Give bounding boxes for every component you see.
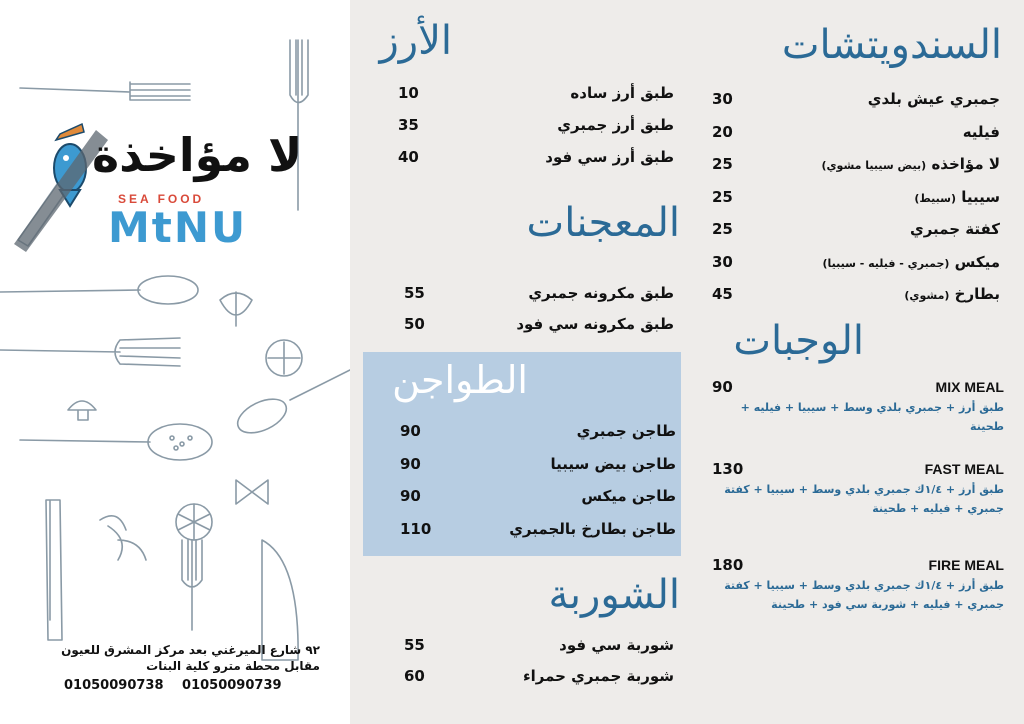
meal-name: FIRE MEAL [928, 557, 1004, 573]
item-price: 55 [404, 636, 425, 654]
item-name [509, 520, 676, 538]
item-price: 30 [712, 90, 733, 108]
address-line-2: مقابل محطة مترو كلية البنات [146, 659, 320, 673]
sandwiches-item [712, 249, 1000, 275]
item-name [557, 116, 674, 134]
item-name [910, 220, 1000, 238]
tagines-item [400, 451, 676, 477]
item-price: 90 [400, 487, 421, 505]
rice-item [398, 144, 674, 170]
tagines-item [400, 516, 676, 542]
menu-title: MtNU [108, 203, 248, 252]
item-name [577, 422, 676, 440]
item-name-text: طبق مكرونه جمبري [528, 284, 674, 302]
address-line-1: ٩٢ شارع الميرغني بعد مركز المشرق للعيون [61, 643, 320, 657]
meal-description: طبق أرز + جمبري بلدي وسط + سيبيا + فيليه + طحينة [740, 401, 1004, 433]
item-price: 40 [398, 148, 419, 166]
phone-2[interactable]: 01050090739 [182, 678, 282, 693]
item-name-text: طاجن ميكس [581, 487, 676, 505]
item-note: (جمبري - فيليه - سيبيا) [822, 256, 950, 270]
meal-price: 90 [712, 378, 733, 396]
meal-item [712, 556, 1004, 614]
item-price: 55 [404, 284, 425, 302]
item-note: (بيض سيبيا مشوي) [821, 159, 927, 172]
pasta-heading: المعجنات [526, 200, 680, 246]
item-price: 90 [400, 422, 421, 440]
item-name-text: طاجن بيض سيبيا [550, 454, 676, 473]
item-note: (مشوي) [904, 289, 950, 302]
item-price: 25 [712, 187, 733, 206]
sandwiches-item [712, 281, 1000, 307]
item-name [581, 487, 676, 505]
item-name-text: بطارخ [954, 285, 1000, 303]
item-name [516, 315, 674, 333]
rice-item [398, 80, 674, 106]
pasta-item [404, 280, 674, 306]
item-name [523, 667, 674, 685]
phone-1[interactable]: 01050090738 [64, 678, 164, 693]
sandwiches-item [712, 119, 1000, 145]
cutlery-sketch-illustration [0, 0, 350, 724]
soup-heading: الشوربة [548, 572, 680, 618]
item-price: 50 [404, 315, 425, 333]
meal-price: 180 [712, 556, 744, 574]
logo-arabic-name: لا مؤاخذة [92, 128, 303, 182]
item-price: 110 [400, 519, 432, 538]
item-name [821, 155, 1000, 173]
sandwiches-item [712, 216, 1000, 242]
item-price: 20 [712, 122, 733, 141]
item-name [570, 84, 674, 102]
item-name-text: طاجن بطارخ بالجمبري [509, 519, 676, 538]
item-name-text: طبق أرز ساده [570, 84, 674, 102]
item-price: 35 [398, 116, 419, 134]
sandwiches-item [712, 184, 1000, 210]
item-name [545, 148, 674, 166]
item-price: 25 [712, 155, 733, 173]
item-note: (سبيط) [914, 191, 956, 205]
phone-numbers [64, 678, 282, 693]
item-name-text: فيليه [962, 122, 1000, 141]
rice-item [398, 112, 674, 138]
item-name-text: طاجن جمبري [576, 422, 676, 440]
logo-tagline: SEA FOOD [118, 192, 205, 206]
item-name-text: طبق أرز جمبري [557, 116, 674, 134]
address-block [20, 642, 320, 674]
meal-name: FAST MEAL [924, 461, 1004, 477]
item-name [551, 455, 677, 473]
item-price: 90 [400, 454, 421, 473]
tagines-heading: الطواجن [392, 358, 528, 402]
meals-heading: الوجبات [733, 318, 864, 364]
item-name [868, 90, 1000, 108]
item-name [963, 123, 1000, 141]
item-price: 30 [712, 252, 733, 271]
tagines-item [400, 483, 676, 509]
soup-item [404, 663, 674, 689]
rice-heading: الأرز [379, 18, 452, 64]
item-name-text: كفتة جمبري [909, 220, 1000, 238]
tagines-item [400, 418, 676, 444]
item-name-text: شوربة سي فود [559, 636, 674, 654]
left-panel [0, 0, 350, 724]
item-name [914, 188, 1000, 206]
item-price: 25 [712, 220, 733, 238]
item-name-text: سيبيا [961, 187, 1000, 206]
item-price: 60 [404, 667, 425, 685]
item-price: 10 [398, 84, 419, 102]
item-name [904, 285, 1000, 303]
item-name-text: طبق أرز سي فود [545, 148, 674, 166]
meal-name: MIX MEAL [935, 379, 1004, 395]
item-name [559, 636, 674, 654]
meal-description: طبق أرز + ١/٤ك جمبري بلدي وسط + سيبيا + كفتة جمبري + فيليه + طحينة [724, 483, 1004, 515]
sandwiches-item [712, 86, 1000, 112]
item-name-text: شوربة جمبري حمراء [522, 667, 674, 685]
soup-item [404, 632, 674, 658]
meal-price: 130 [712, 460, 744, 478]
item-name [822, 253, 1000, 271]
pasta-item [404, 311, 674, 337]
sandwiches-item [712, 151, 1000, 177]
item-name [528, 284, 674, 302]
item-price: 45 [712, 285, 733, 303]
item-name-text: طبق مكرونه سي فود [516, 315, 674, 333]
sandwiches-heading: السندويتشات [781, 22, 1002, 68]
item-name-text: جمبري عيش بلدي [867, 90, 1000, 108]
meal-item [712, 378, 1004, 436]
meal-item [712, 460, 1004, 518]
item-name-text: لا مؤاخذه [931, 155, 1000, 173]
item-name-text: ميكس [954, 252, 1000, 271]
meal-description: طبق أرز + ١/٤ك جمبري بلدي وسط + سيبيا + كفتة جمبري + فيليه + شوربة سي فود + طحينة [724, 579, 1004, 611]
